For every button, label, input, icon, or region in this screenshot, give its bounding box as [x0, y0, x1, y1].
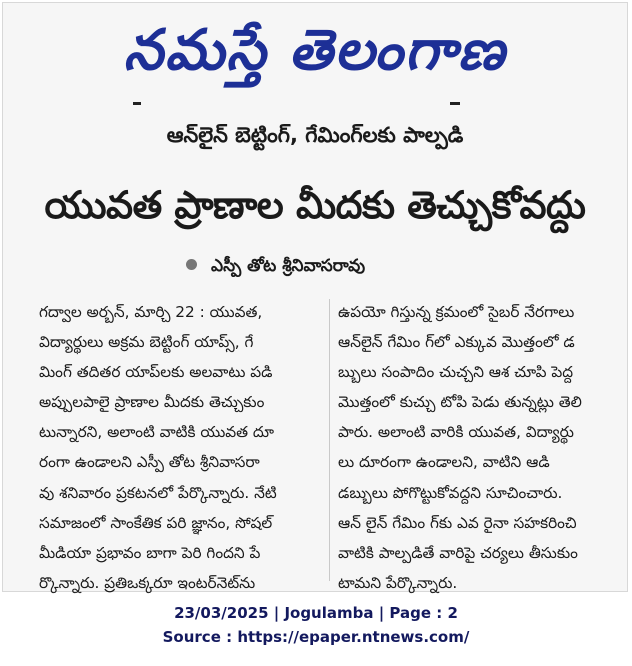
- article-body-line: డబ్బులు పోగొట్టుకోవద్దని సూచించారు.: [338, 483, 563, 502]
- article-body-left-column: [39, 297, 327, 598]
- byline-text: ఎస్పీ తోట శ్రీనివాసరావు: [211, 256, 366, 276]
- article-body-line: విద్యార్థులు అక్రమ బెట్టింగ్ యాప్స్, గే: [39, 333, 254, 352]
- article-body-line: మీడియా ప్రభావం బాగా పెరి గిందని పే: [39, 543, 261, 562]
- masthead-rule: [450, 102, 460, 105]
- article-body-line: ఆన్‌లైన్ గేమిం గ్‌లో ఎక్కువ మొత్తంలో డ: [338, 333, 575, 352]
- article-body-line: మింగ్ తదితర యాప్‌లకు అలవాటు పడి: [39, 363, 273, 382]
- newspaper-masthead: నమస్తే తెలంగాణ: [123, 17, 507, 83]
- article-body-line: ర్కొన్నారు. ప్రతిఒక్కరూ ఇంటర్‌నెట్‌ను: [39, 573, 256, 592]
- article-kicker: ఆన్‌లైన్ బెట్టింగ్, గేమింగ్‌లకు పాల్పడి: [166, 123, 464, 147]
- article-headline: యువత ప్రాణాల మీదకు తెచ్చుకోవద్దు: [44, 183, 586, 227]
- article-body-line: లు దూరంగా ఉండాలని, వాటిని ఆడి: [338, 453, 550, 472]
- article-body-line: మొత్తంలో కుచ్చు టోపి పెడు తున్నట్లు తెలి: [338, 393, 582, 412]
- newspaper-clipping: [2, 2, 628, 592]
- article-body-right-column: [338, 297, 626, 598]
- article-body-line: సమాజంలో సాంకేతిక పరి జ్ఞానం, సోషల్: [39, 513, 273, 532]
- article-byline: [186, 256, 365, 280]
- clipping-source: Source : https://epaper.ntnews.com/: [162, 628, 470, 646]
- column-divider: [329, 299, 330, 581]
- article-body-line: ఆన్ లైన్ గేమిం గ్‌కు ఎవ రైనా సహకరించి: [338, 513, 577, 532]
- article-body-line: అప్పులపాలై ప్రాణాల మీదకు తెచ్చుకుం: [39, 393, 265, 412]
- article-body-line: రంగా ఉండాలని ఎస్పీ తోట శ్రీనివాసరా: [39, 453, 260, 472]
- clipping-date-edition: 23/03/2025 | Jogulamba | Page : 2: [174, 604, 458, 622]
- masthead-rule: [133, 102, 141, 105]
- article-body-line: టున్నారని, అలాంటి వాటికి యువత దూ: [39, 423, 274, 442]
- article-body-line: పారు. అలాంటి వారికి యువత, విద్యార్థు: [338, 423, 574, 442]
- article-body-line: గద్వాల అర్బన్, మార్చి 22 : యువత,: [39, 303, 263, 321]
- article-body-line: వు శనివారం ప్రకటనలో పేర్కొన్నారు. నేటి: [39, 483, 277, 502]
- article-body-line: ఉపయో గిస్తున్న క్రమంలో సైబర్ నేరగాలు: [338, 303, 575, 321]
- article-body-line: వాటికి పాల్పడితే వారిపై చర్యలు తీసుకుం: [338, 543, 578, 562]
- article-body-line: బ్బులు సంపాదిం చుచ్చని ఆశ చూపి పెద్ద: [338, 363, 574, 382]
- bullet-icon: [186, 259, 197, 270]
- article-body-line: టామని పేర్కొన్నారు.: [338, 573, 458, 592]
